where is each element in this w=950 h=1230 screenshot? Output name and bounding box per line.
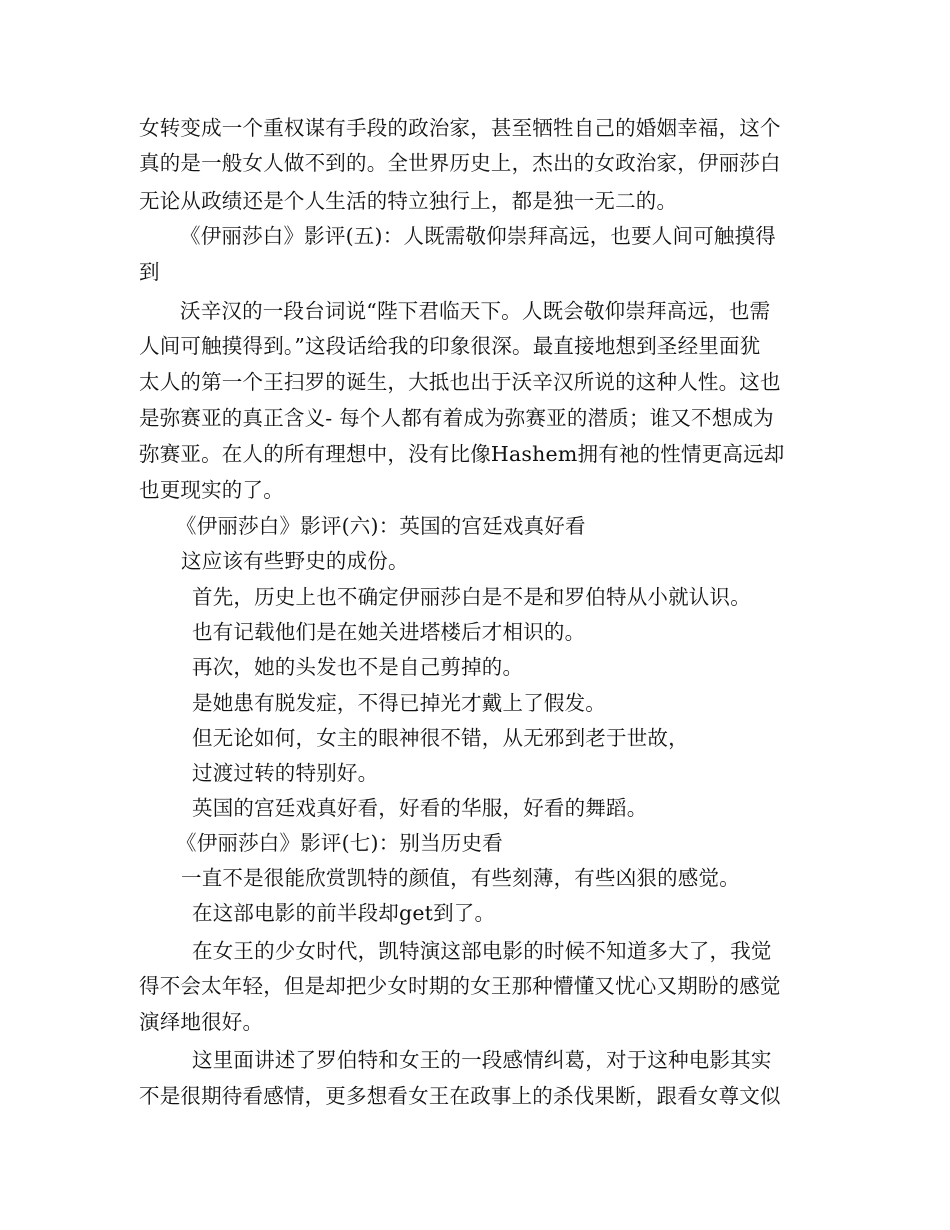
text-line: 得不会太年轻，但是却把少女时期的女王那种懵懂又忧心又期盼的感觉 <box>139 974 781 998</box>
text-line: 但无论如何，女主的眼神很不错，从无邪到老于世故， <box>192 726 689 750</box>
section-heading: 《伊丽莎白》影评(七)：别当历史看 <box>176 831 503 855</box>
text-line: 在这部电影的前半段却get到了。 <box>192 901 496 925</box>
text-line: 这应该有些野史的成份。 <box>181 549 409 573</box>
section-heading: 《伊丽莎白》影评(六)：英国的宫廷戏真好看 <box>176 514 586 538</box>
text-line: 英国的宫廷戏真好看，好看的华服，好看的舞蹈。 <box>192 796 648 820</box>
text-line: 人间可触摸得到。”这段话给我的印象很深。最直接地想到圣经里面犹 <box>139 334 761 358</box>
text-line: 不是很期待看感情，更多想看女王在政事上的杀伐果断，跟看女尊文似 <box>139 1084 781 1108</box>
text-line: 是弥赛亚的真正含义- 每个人都有着成为弥赛亚的潜质；谁又不想成为 <box>139 406 774 430</box>
section-heading: 《伊丽莎白》影评(五)：人既需敬仰崇拜高远，也要人间可触摸得 <box>180 224 776 248</box>
text-line: 一直不是很能欣赏凯特的颜值，有些刻薄，有些凶狠的感觉。 <box>181 866 740 890</box>
text-line: 在女王的少女时代，凯特演这部电影的时候不知道多大了，我觉 <box>192 939 772 963</box>
text-line: 这里面讲述了罗伯特和女王的一段感情纠葛，对于这种电影其实 <box>192 1048 772 1072</box>
text-line: 过渡过转的特别好。 <box>192 761 379 785</box>
text-line: 弥赛亚。在人的所有理想中，没有比像Hashem拥有祂的性情更高远却 <box>139 442 785 466</box>
text-line: 沃辛汉的一段台词说“陛下君临天下。人既会敬仰崇拜高远，也需 <box>180 299 771 323</box>
text-line: 也有记载他们是在她关进塔楼后才相识的。 <box>192 620 586 644</box>
text-line: 首先，历史上也不确定伊丽莎白是不是和罗伯特从小就认识。 <box>192 585 751 609</box>
section-heading: 到 <box>139 260 160 284</box>
text-line: 真的是一般女人做不到的。全世界历史上，杰出的女政治家，伊丽莎白 <box>139 151 781 175</box>
text-line: 也更现实的了。 <box>139 478 284 502</box>
text-line: 演绎地很好。 <box>139 1010 264 1034</box>
text-line: 无论从政绩还是个人生活的特立独行上，都是独一无二的。 <box>139 189 678 213</box>
text-line: 是她患有脱发症，不得已掉光才戴上了假发。 <box>192 691 606 715</box>
text-line: 女转变成一个重权谋有手段的政治家，甚至牺牲自己的婚姻幸福，这个 <box>139 116 781 140</box>
text-line: 再次，她的头发也不是自己剪掉的。 <box>192 655 524 679</box>
text-line: 太人的第一个王扫罗的诞生，大抵也出于沃辛汉所说的这种人性。这也 <box>139 370 781 394</box>
